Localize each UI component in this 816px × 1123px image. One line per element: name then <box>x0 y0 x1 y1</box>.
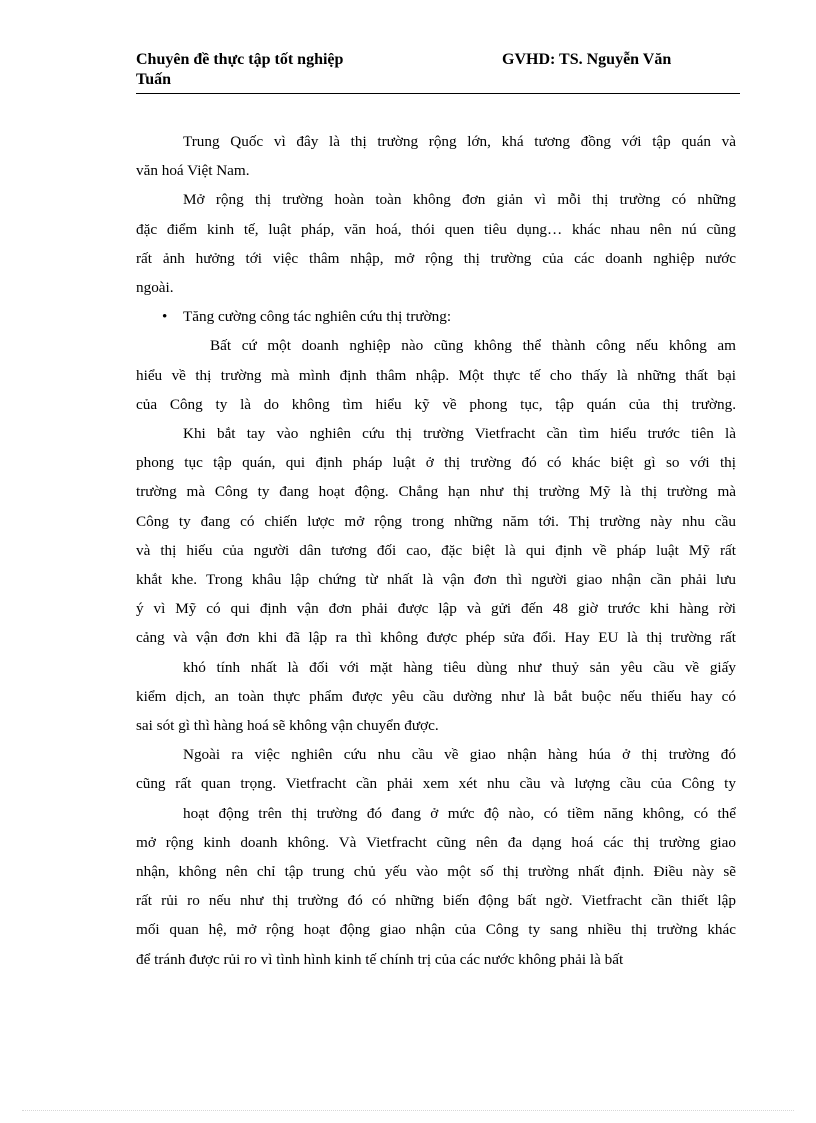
text-line: hiểu về thị trường mà mình định thâm nhập. Một thực tế cho thấy là những thất bại <box>136 366 736 384</box>
bullet-text: Tăng cường công tác nghiên cứu thị trường: <box>183 308 452 326</box>
bullet-icon: • <box>162 308 168 326</box>
text-line: cảng và vận đơn khi đã lập ra thì không được phép sửa đổi. Hay EU là thị trường rất <box>136 629 736 647</box>
text-line: Khi bắt tay vào nghiên cứu thị trường Vietfracht cần tìm hiểu trước tiên là <box>183 425 736 443</box>
text-line: kiểm dịch, an toàn thực phẩm được yêu cầu dường như là bắt buộc nếu thiếu hay có <box>136 687 736 705</box>
text-line: mối quan hệ, mở rộng hoạt động giao nhận của Công ty sang nhiều thị trường khác <box>136 921 736 939</box>
text-line: để tránh được rủi ro vì tình hình kinh tế chính trị của các nước không phải là bất <box>136 950 624 968</box>
document-body <box>136 127 736 974</box>
text-line: cũng rất quan trọng. Vietfracht cần phải xem xét nhu cầu và lượng cầu của Công ty <box>136 775 736 793</box>
text-line: trường mà Công ty đang hoạt động. Chẳng hạn như thị trường Mỹ là thị trường mà <box>136 483 736 501</box>
page-bottom-divider <box>22 1110 794 1111</box>
text-line: ý vì Mỹ có qui định vận đơn phải được lập và gửi đến 48 giờ trước khi hàng rời <box>136 600 736 618</box>
text-line: ngoài. <box>136 279 174 297</box>
text-line: Công ty đang có chiến lược mở rộng trong những năm tới. Thị trường này nhu cầu <box>136 512 736 530</box>
text-line: Ngoài ra việc nghiên cứu nhu cầu về giao nhận hàng húa ở thị trường đó <box>183 746 736 764</box>
header-right: GVHD: TS. Nguyễn Văn <box>502 51 672 68</box>
text-line: đặc điểm kinh tế, luật pháp, văn hoá, thói quen tiêu dụng… khác nhau nên nú cũng <box>136 220 736 238</box>
text-line: và thị hiếu của người dân tương đối cao, đặc biệt là qui định về pháp luật Mỹ rất <box>136 541 736 559</box>
text-line: văn hoá Việt Nam. <box>136 162 250 180</box>
text-line: nhận, không nên chỉ tập trung chủ yếu vào một số thị trường nhất định. Điều này sẽ <box>136 863 736 881</box>
text-line: Mở rộng thị trường hoàn toàn không đơn giản vì mỗi thị trường có những <box>183 191 736 209</box>
text-line: phong tục tập quán, qui định pháp luật ở thị trường đó có khác biệt gì so với thị <box>136 454 736 472</box>
text-line: hoạt động trên thị trường đó đang ở mức độ nào, có tiềm năng không, có thể <box>183 804 736 822</box>
text-line: sai sót gì thì hàng hoá sẽ không vận chuyển được. <box>136 717 439 735</box>
header-rule <box>136 93 740 94</box>
header-left <box>136 50 466 90</box>
bullet-item <box>136 302 736 331</box>
text-line: Bất cứ một doanh nghiệp nào cũng không thể thành công nếu không am <box>210 337 736 355</box>
text-line: khó tính nhất là đối với mặt hàng tiêu dùng như thuỷ sản yêu cầu về giấy <box>183 658 736 676</box>
header-left-line1: Chuyên đề thực tập tốt nghiệp <box>136 51 344 68</box>
text-line: rất rủi ro nếu như thị trường đó có những biến động bất ngờ. Vietfracht cần thiết lập <box>136 892 736 910</box>
text-line: khắt khe. Trong khâu lập chứng từ nhất là vận đơn thì người giao nhận cần phải lưu <box>136 571 736 589</box>
page-header <box>136 50 740 94</box>
text-line: Trung Quốc vì đây là thị trường rộng lớn, khá tương đồng với tập quán và <box>183 133 736 150</box>
text-line: rất ảnh hưởng tới việc thâm nhập, mở rộng thị trường của các doanh nghiệp nước <box>136 249 736 267</box>
header-left-line2: Tuấn <box>136 71 171 88</box>
text-line: của Công ty là do không tìm hiểu kỹ về phong tục, tập quán của thị trường. <box>136 395 736 413</box>
text-line: mở rộng kinh doanh không. Và Vietfracht cũng nên đa dạng hoá các thị trường giao <box>136 833 736 851</box>
